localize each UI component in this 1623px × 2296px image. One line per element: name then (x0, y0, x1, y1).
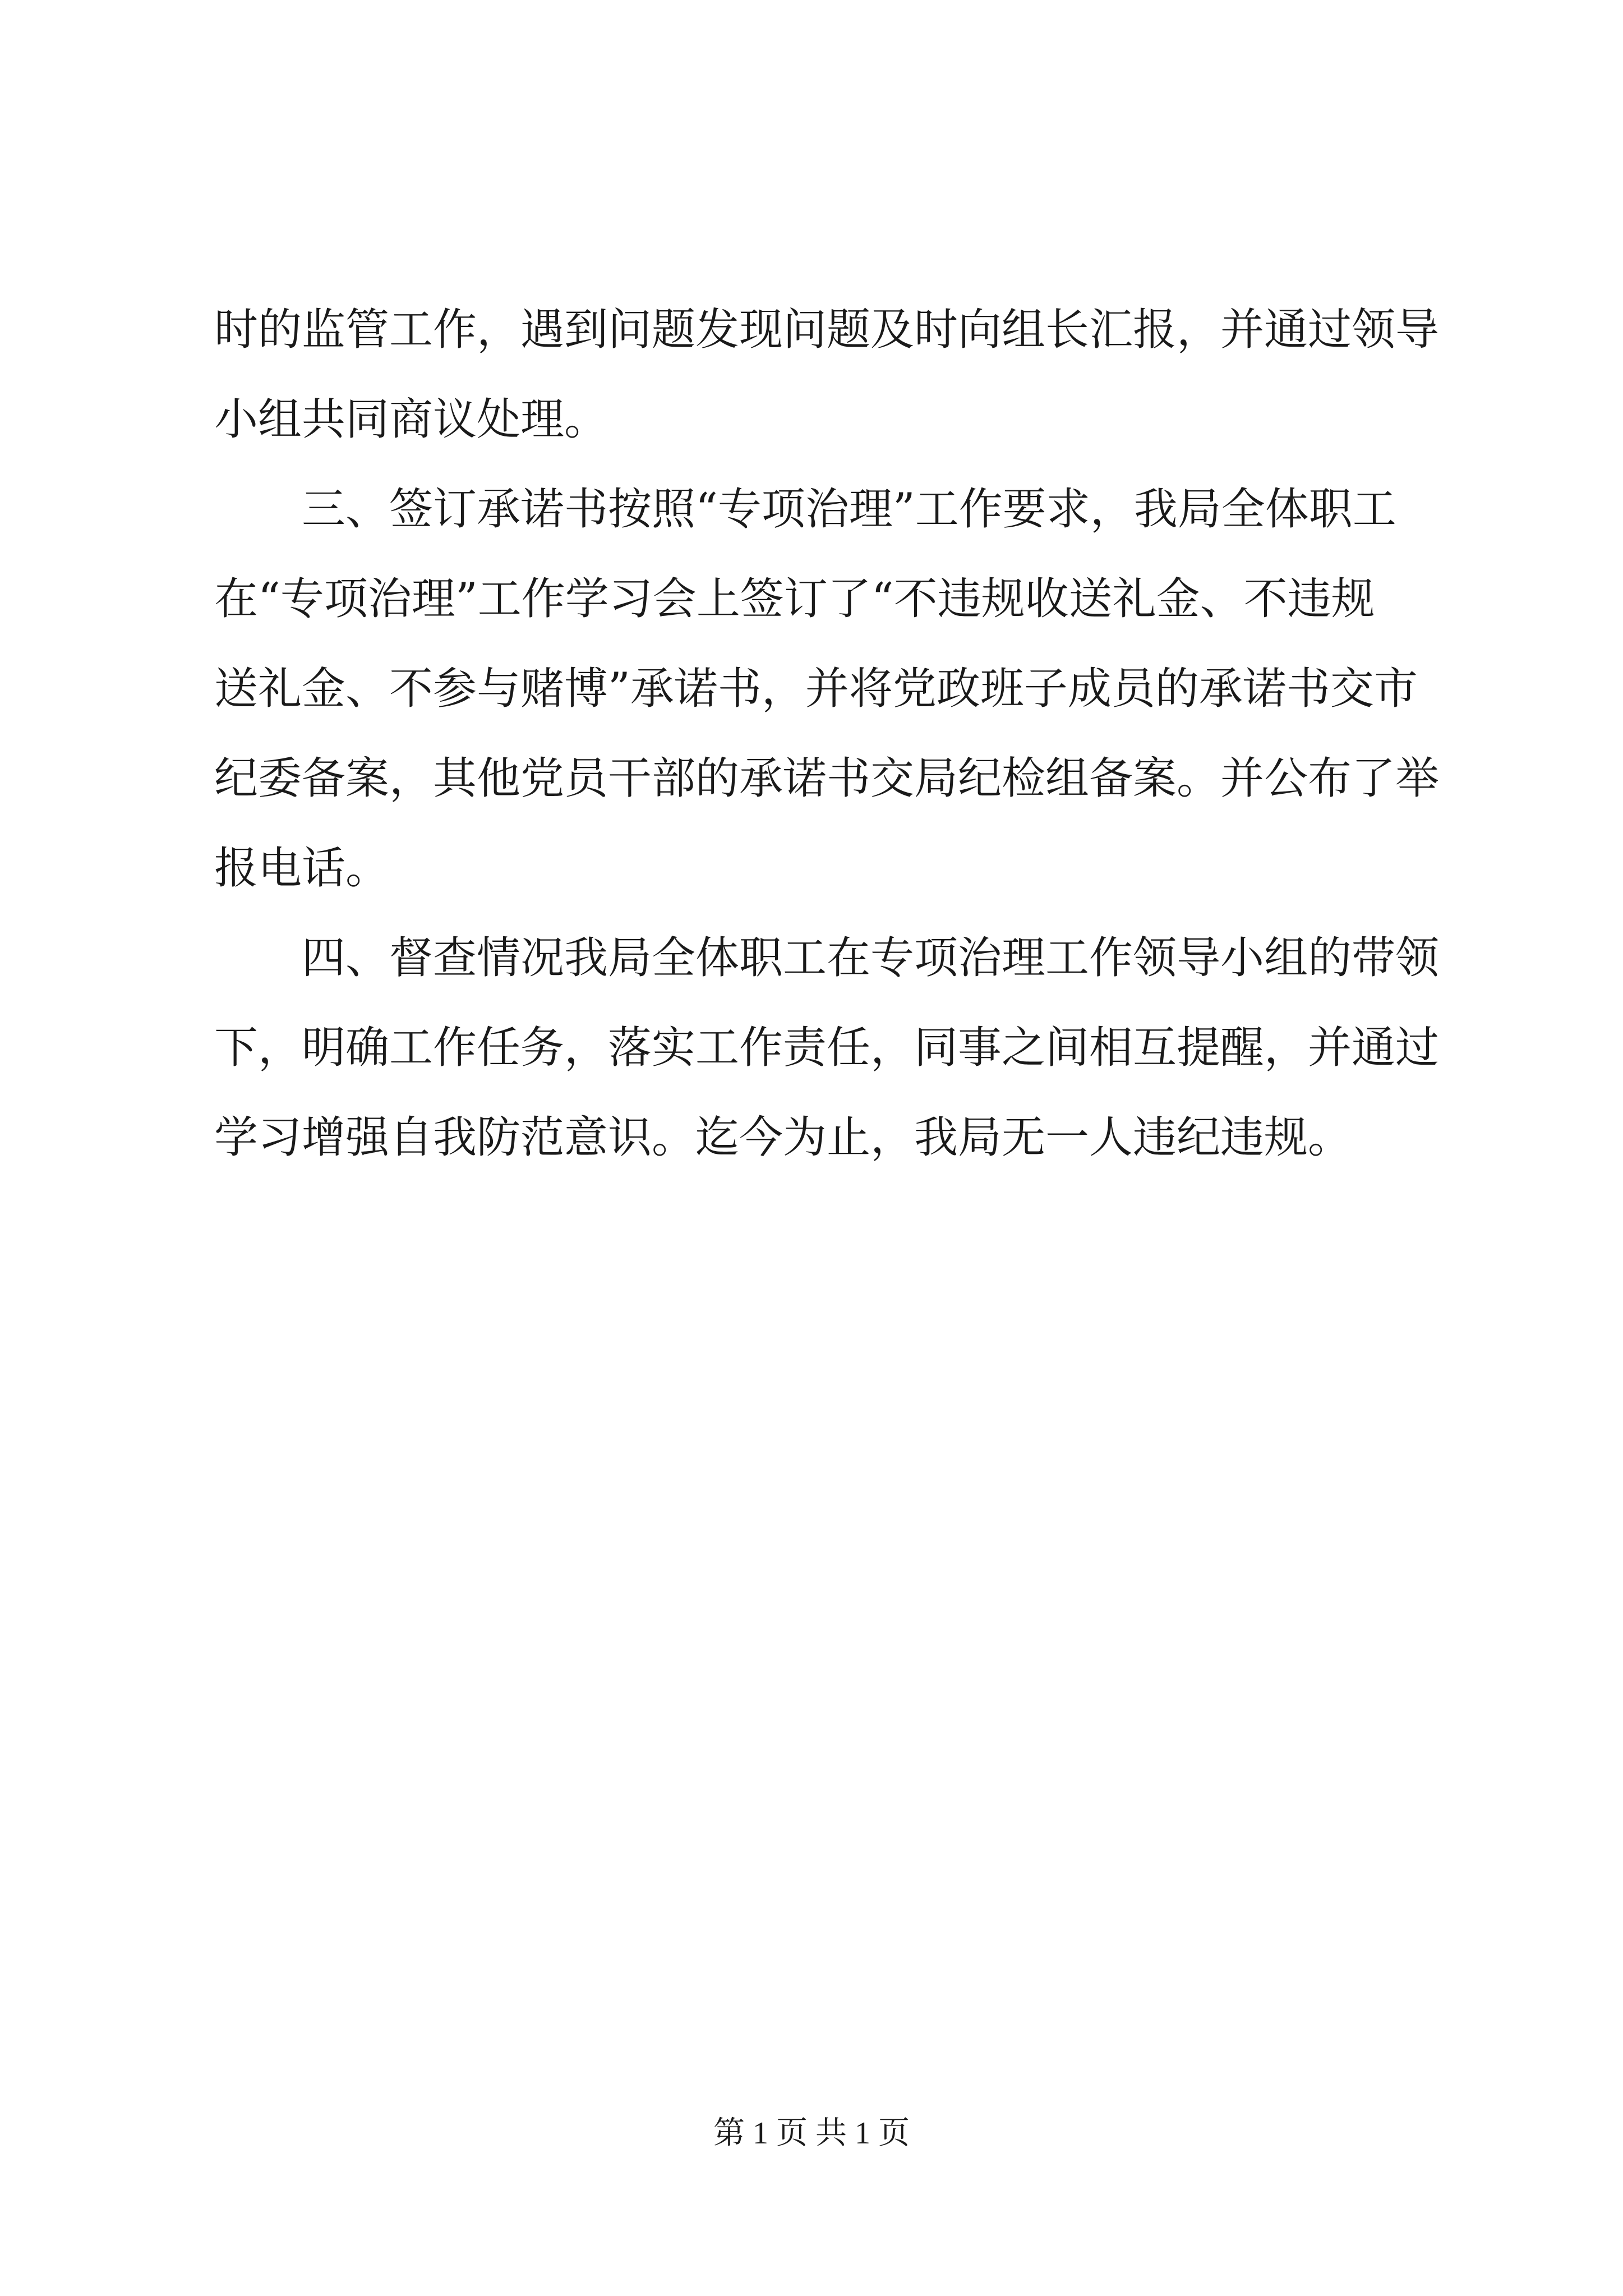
paragraph-line: 学习增强自我防范意识。迄今为止，我局无一人违纪违规。 (214, 1112, 1352, 1163)
paragraph-line: 送礼金、不参与赌博”承诺书，并将党政班子成员的承诺书交市 (214, 664, 1418, 714)
paragraph-line: 纪委备案，其他党员干部的承诺书交局纪检组备案。并公布了举 (214, 753, 1440, 804)
paragraph-line: 时的监管工作，遇到问题发现问题及时向组长汇报，并通过领导 (214, 305, 1440, 355)
page-number-footer: 第 1 页 共 1 页 (713, 2116, 910, 2151)
paragraph-line: 四、督查情况我局全体职工在专项治理工作领导小组的带领 (302, 933, 1440, 983)
paragraph-line: 三、签订承诺书按照“专项治理”工作要求，我局全体职工 (302, 484, 1396, 535)
paragraph-line: 小组共同商议处理。 (214, 394, 608, 445)
paragraph-line: 报电话。 (214, 843, 390, 894)
paragraph-line: 在“专项治理”工作学习会上签订了“不违规收送礼金、不违规 (214, 574, 1375, 624)
paragraph-line: 下，明确工作任务，落实工作责任，同事之间相互提醒，并通过 (214, 1023, 1440, 1073)
